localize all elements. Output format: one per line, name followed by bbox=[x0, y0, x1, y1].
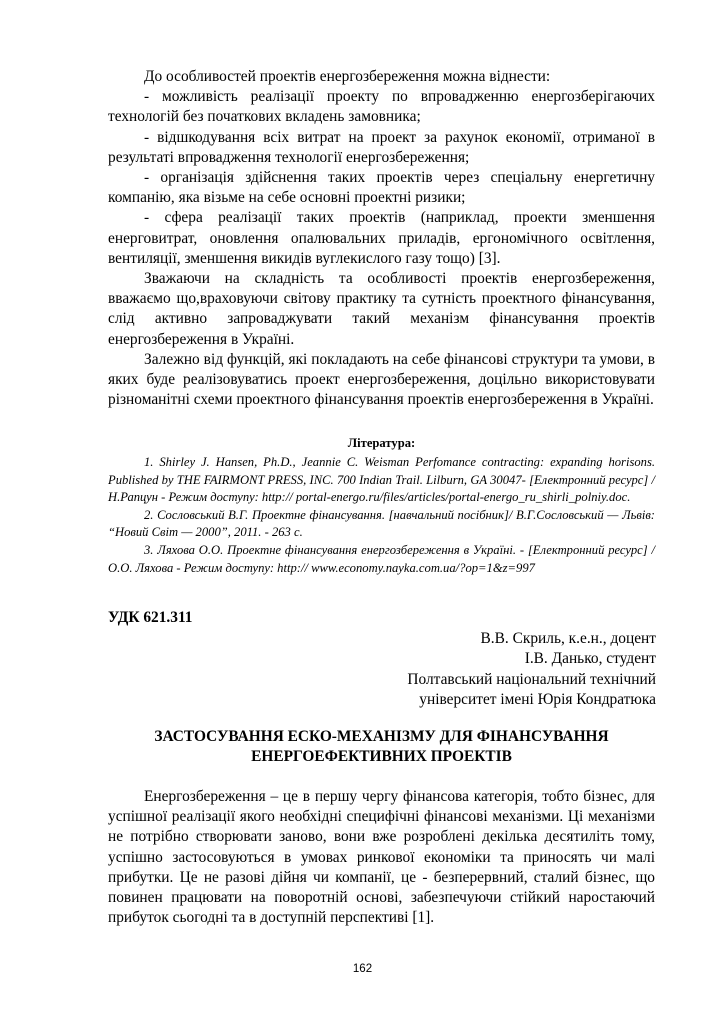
affiliation-line: Полтавський національний технічний bbox=[407, 670, 656, 688]
list-item: - можливість реалізації проекту по впровадженню енергозберігаючих технологій без початкових вкладень замовника; bbox=[108, 88, 655, 126]
author-block bbox=[407, 629, 656, 711]
article-title bbox=[108, 727, 655, 767]
literature-heading: Література: bbox=[347, 436, 416, 450]
udk-code: УДК 621.311 bbox=[108, 609, 193, 626]
main-section bbox=[108, 787, 655, 928]
affiliation-line: університет імені Юрія Кондратюка bbox=[419, 691, 656, 709]
intro-paragraph: До особливостей проектів енергозбереження можна віднести: bbox=[144, 68, 551, 85]
conclusion-paragraph: Залежно від функцій, які покладають на себе фінансові структури та умови, в яких буде реалізовуватись проект енергозбереження, доцільно використовувати різноманітні схеми проектного фінансування проектів енергозбереження в Україні. bbox=[108, 350, 655, 409]
literature-item: 2. Сословський В.Г. Проектне фінансування. [навчальний посібник]/ В.Г.Сословський — Львів: “Новий Світ — 2000”, 2011. - 263 с. bbox=[108, 507, 655, 540]
main-paragraph: Енергозбереження – це в першу чергу фінансова категорія, тобто бізнес, для успішної реалізації якого необхідні специфічні фінансові механізми. Ці механізми не потрібно створювати заново, вони вже розроблені декілька десятиліть тому, успішно застосовуються в умовах ринкової економіки та приносять чи малі прибутки. Це не разові дійня чи компанії, це - безперервний, сталий бізнес, що повинен працювати на поворотній основі, забезпечуючи стійкий наростаючий прибуток сьогодні та в доступній перспективі [1]. bbox=[108, 788, 655, 927]
conclusion-paragraph: Зважаючи на складність та особливості проектів енергозбереження, вважаємо що,враховуючи світову практику та сутність проектного фінансування, слід активно запроваджувати такий механізм фінансування проектів енергозбереження в Україні. bbox=[108, 270, 655, 348]
author-line: І.В. Данько, студент bbox=[524, 650, 656, 668]
list-item: - відшкодування всіх витрат на проект за рахунок економії, отриманої в результаті впровадження технології енергозбереження; bbox=[108, 128, 655, 166]
list-item: - організація здійснення таких проектів через спеціальну енергетичну компанію, яка візьме на себе основні проектні ризики; bbox=[108, 169, 655, 207]
literature-list bbox=[108, 454, 655, 577]
author-line: В.В. Скриль, к.е.н., доцент bbox=[480, 630, 656, 647]
page-number: 162 bbox=[352, 963, 373, 975]
title-line: ЕНЕРГОЕФЕКТИВНИХ ПРОЕКТІВ bbox=[251, 748, 512, 765]
title-line: ЗАСТОСУВАННЯ ЕСКО-МЕХАНІЗМУ ДЛЯ ФІНАНСУВАННЯ bbox=[154, 728, 609, 745]
intro-section bbox=[108, 67, 655, 410]
literature-item: 1. Shirley J. Hansen, Ph.D., Jeannie C. Weisman Perfomance contracting: expanding horisons. Published by THE FAIRMONT PRESS, INC. 700 Indian Trail. Lilburn, GA 30047- [Електронний ресурс] / Н.Рапцун - Режим доступу: http:// portal-energo.ru/files/articles/portal-energo_ru_shirli_polniy.doc. bbox=[108, 455, 655, 505]
literature-item: 3. Ляхова О.О. Проектне фінансування енергозбереження в Україні. - [Електронний ресурс] / О.О. Ляхова - Режим доступу: http:// www.economy.nayka.com.ua/?op=1&z=997 bbox=[108, 542, 655, 575]
list-item: - сфера реалізації таких проектів (наприклад, проекти зменшення енерговитрат, оновлення опалювальних приладів, ергономічного освітлення, вентиляції, зменшення викидів вуглекислого газу тощо) [3]. bbox=[108, 209, 655, 267]
